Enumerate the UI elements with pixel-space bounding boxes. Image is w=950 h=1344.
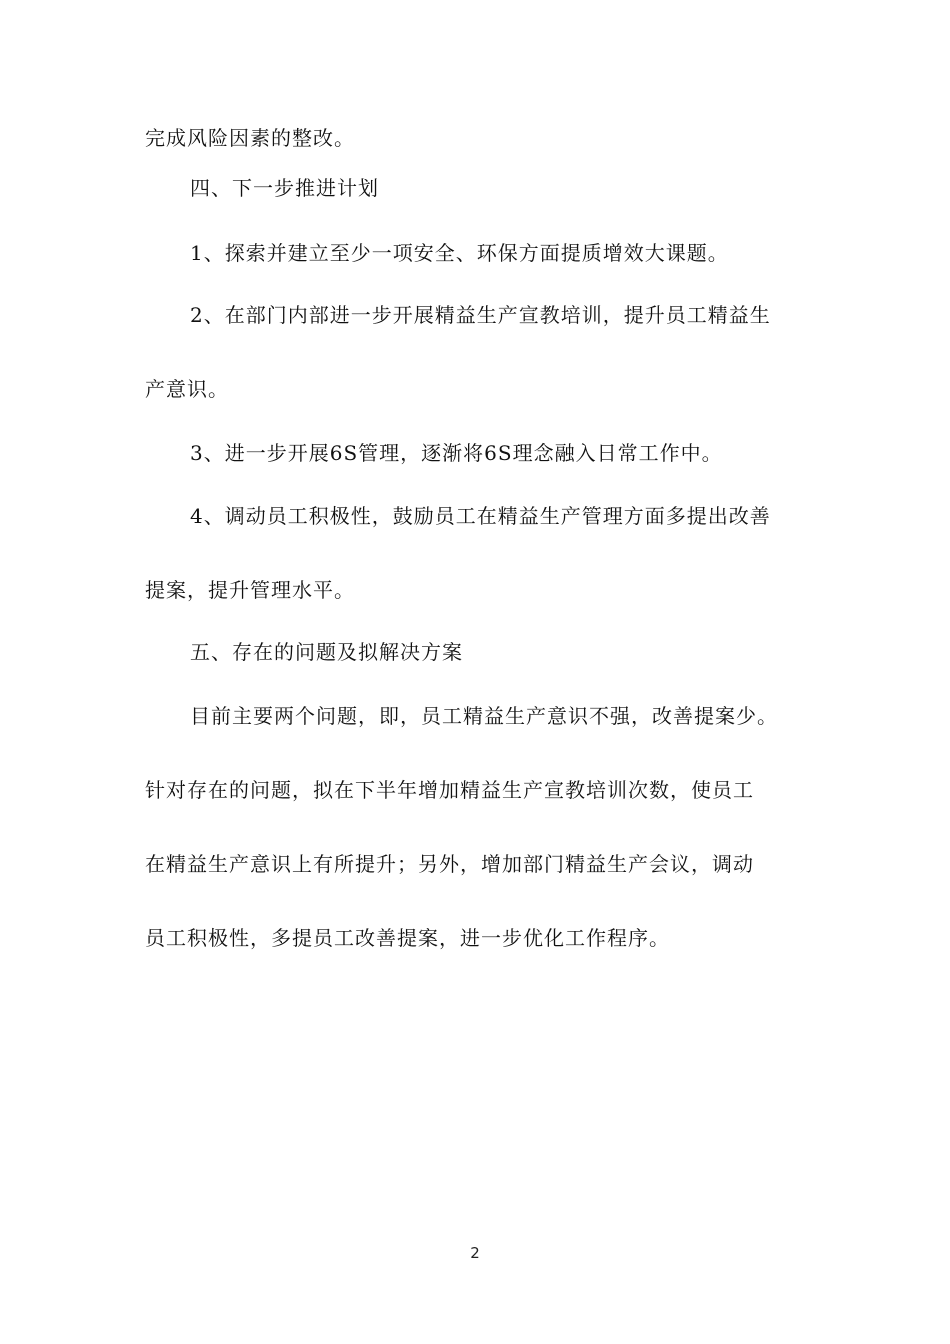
text-line: 产意识。 bbox=[145, 377, 229, 401]
section-heading: 五、存在的问题及拟解决方案 bbox=[190, 640, 463, 664]
text-line: 在精益生产意识上有所提升；另外，增加部门精益生产会议，调动 bbox=[145, 852, 754, 876]
text-line: 2、在部门内部进一步开展精益生产宣教培训，提升员工精益生 bbox=[190, 303, 771, 327]
text-line: 1、探索并建立至少一项安全、环保方面提质增效大课题。 bbox=[190, 241, 729, 265]
text-line: 员工积极性，多提员工改善提案，进一步优化工作程序。 bbox=[145, 926, 670, 950]
text-line: 针对存在的问题，拟在下半年增加精益生产宣教培训次数，使员工 bbox=[145, 778, 754, 802]
text-line: 3、进一步开展6S管理，逐渐将6S理念融入日常工作中。 bbox=[190, 441, 723, 465]
text-line: 提案，提升管理水平。 bbox=[145, 578, 355, 602]
text-line: 目前主要两个问题，即，员工精益生产意识不强，改善提案少。 bbox=[190, 704, 778, 728]
page-number: 2 bbox=[470, 1244, 480, 1262]
section-heading: 四、下一步推进计划 bbox=[190, 176, 379, 200]
text-line: 4、调动员工积极性，鼓励员工在精益生产管理方面多提出改善 bbox=[190, 504, 771, 528]
text-line: 完成风险因素的整改。 bbox=[145, 126, 355, 150]
